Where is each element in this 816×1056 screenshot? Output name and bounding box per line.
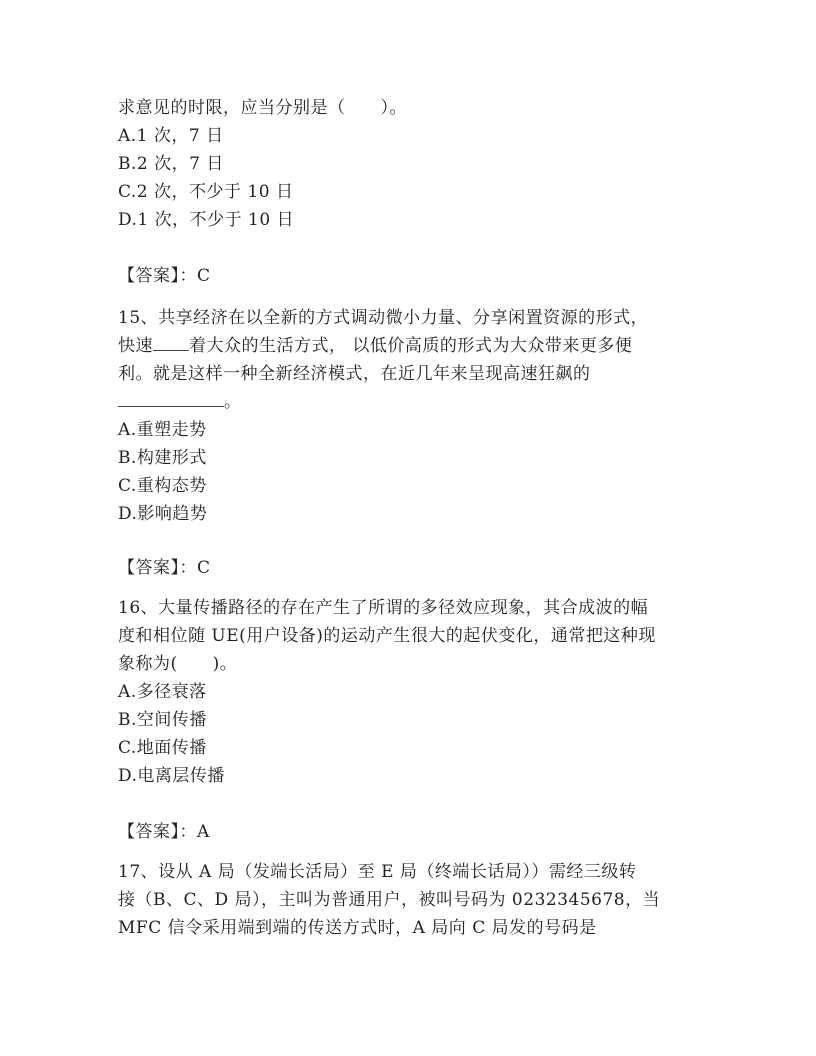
q14-option-c: C.2 次，不少于 10 日 [118,182,294,202]
q15-option-c: C.重构态势 [118,476,207,496]
q15-stem-line-4 [118,392,242,412]
q16-answer: 【答案】：A [118,822,210,842]
q15-option-d: D.影响趋势 [118,504,208,524]
q14-option-b: B.2 次，7 日 [118,154,224,174]
q16-stem-line-1: 16、大量传播路径的存在产生了所谓的多径效应现象，其合成波的幅 [118,598,649,618]
q17-stem-line-2: 接（B、C、D 局），主叫为普通用户，被叫号码为 0232345678，当 [118,890,661,910]
q16-option-a: A.多径衰落 [118,682,207,702]
q15-stem-line-2-pre: 快速 [118,336,153,356]
q14-option-a: A.1 次，7 日 [118,126,224,146]
q14-stem-tail: 求意见的时限，应当分别是（ ）。 [118,98,407,118]
q15-stem-line-4-post: 。 [224,392,242,412]
q17-stem-line-1: 17、设从 A 局（发端长活局）至 E 局（终端长话局））需经三级转 [118,862,637,882]
q15-stem-line-3: 利。就是这样一种全新经济模式，在近几年来呈现高速狂飙的 [118,364,591,384]
q16-option-b: B.空间传播 [118,710,207,730]
q16-option-c: C.地面传播 [118,738,207,758]
q16-stem-line-3: 象称为( )。 [118,654,238,674]
q16-stem-line-2: 度和相位随 UE(用户设备)的运动产生很大的起伏变化，通常把这种现 [118,626,656,646]
q14-answer: 【答案】：C [118,266,211,286]
q14-option-d: D.1 次，不少于 10 日 [118,210,295,230]
q15-stem-line-1: 15、共享经济在以全新的方式调动微小力量、分享闲置资源的形式， [118,308,649,328]
q15-option-b: B.构建形式 [118,448,207,468]
fill-in-blank [118,392,224,407]
q15-option-a: A.重塑走势 [118,420,207,440]
q15-answer: 【答案】：C [118,558,211,578]
q15-stem-line-2 [118,336,632,356]
q15-stem-line-2-post: 着大众的生活方式， 以低价高质的形式为大众带来更多便 [189,336,633,356]
fill-in-blank [153,336,189,351]
q17-stem-line-3: MFC 信令采用端到端的传送方式时，A 局向 C 局发的号码是 [118,918,597,938]
q16-option-d: D.电离层传播 [118,766,225,786]
